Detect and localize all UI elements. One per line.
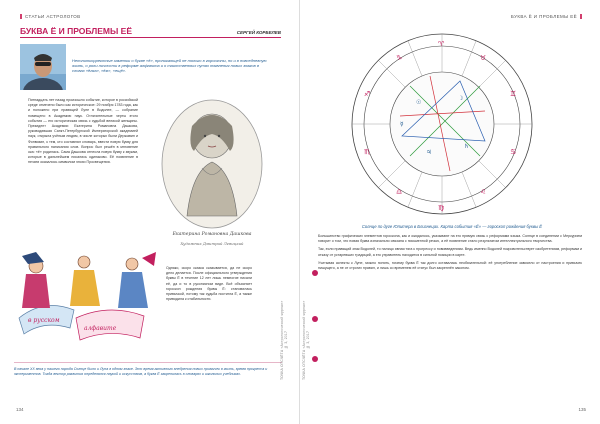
bullet-dot [312, 316, 318, 322]
portrait-caption: Екатерина Романовна Дашкова [172, 232, 252, 237]
zodiac-sign-glyph: ♊ [510, 90, 517, 98]
zodiac-sign-glyph: ♈ [438, 40, 445, 48]
lead-paragraph: Неполиткорректные заметки о букве «ё», проникающей не только в гороскопы, но и в повседневную жизнь, о роли личности в реформе алфавита и о таинственных путях появления новых знаков в словах «ёлка», «ёж», «ещё». [72, 58, 267, 74]
portrait-credit: Художник Дмитрий Левицкий [180, 241, 244, 246]
zodiac-sign-glyph: ♎ [396, 188, 403, 196]
body-column-2: Однако, скоро сказка сказывается, да не скоро дело делается. После официального утверждения буквы Ё в течение 12 лет лишь немногие писали её, да и то в рукописном виде. Всё объясняет гороскоп рождения буквы Ё: становилась привычкой, потому так судьба постигла Ё, а также приводила к стабильности. [166, 266, 252, 302]
zodiac-sign-glyph: ♌ [480, 188, 487, 196]
author-photo [20, 44, 66, 90]
right-body [318, 234, 582, 274]
horoscope-wheel [330, 26, 555, 221]
bullet-dot [312, 270, 318, 276]
paragraph: Так, если правящий знак Водолей, то налицо явная тяга к прогрессу и нововведениям. Ведь именно Водолей покровительствует изобретениям, реформам и отказу от устаревших традиций, а его управитель находится в сильной позиции в карте. [318, 247, 582, 257]
author-name: СЕРГЕЙ КОРБЕЛЕВ [236, 30, 281, 35]
chart-caption: Солнце по дуге Юпитера в Близнецах. Карта события «Ё» — гороскоп рождения буквы Ё [361, 224, 543, 229]
side-label: ТОЧКА ОТСЧЁТА «Астрологический журнал» № 3, 2017 [280, 300, 288, 380]
planet-glyph: ☿ [400, 121, 404, 128]
section-header: СТАТЬИ АСТРОЛОГОВ [20, 14, 81, 19]
planet-glyph: ☽ [458, 95, 464, 102]
paragraph: Учитывая аспекты к Луне, можно понять, почему буква Ё так долго оставалась необязательной: её употребление зависело от настроения и привычек пишущего, а не от строгих правил, и лишь со временем её статус был закреплён законом. [318, 260, 582, 271]
zodiac-sign-glyph: ♑ [396, 54, 403, 62]
zodiac-sign-glyph: ♉ [480, 54, 487, 62]
planet-glyph: ♃ [426, 149, 432, 156]
cartoon-illustration [14, 248, 162, 356]
portrait-image [152, 96, 272, 231]
cartoon-figure-center [70, 256, 100, 306]
side-label: ТОЧКА ОТСЧЁТА «Астрологический журнал» № 3, 2017 [302, 300, 310, 380]
right-page [300, 0, 600, 424]
cartoon-figure-right [118, 252, 156, 308]
section-header: БУКВА Ё И ПРОБЛЕМЫ ЕЁ [511, 14, 582, 19]
banner-text-1: в русском [28, 317, 60, 324]
page-number: 135 [578, 407, 586, 412]
cartoon-figure-left [22, 252, 50, 308]
zodiac-sign-glyph: ♐ [364, 90, 371, 98]
banner-text-2: алфавите [84, 325, 117, 332]
planet-glyph: ☉ [416, 99, 422, 106]
body-column-1: Пятнадцать лет назад произошло событие, которое в российской среде отмечено было как историческое: 29 ноября 1783 года, как и положено при правящей Луне в Водолее, — собрание помещено в Академию наук. Отличительные черты этого события — его историческая связь с судьбой великой женщины. Президент Академии Екатерина Романовна Дашкова, руководившая Санкт-Петербургской Императорской академией наук, открыла учёным людям, в числе которых были Державин и Фонвизин, к тем, кто составлял словарь, ввести новую букву для правильного написания слов. Вопрос был решён в мгновение ока: «ё» родилась. Сама Дашкова отнесла новую букву к звукам, которые в дальнейшем писались одинаково. Её появление в печати оказалось символом эпохи Просвещения. [28, 98, 138, 165]
article-title: БУКВА Ё И ПРОБЛЕМЫ ЕЁ [20, 26, 133, 36]
title-rule [20, 37, 281, 38]
paragraph: Большинство графических элементов гороскопа, как и ожидалось, указывают на его прямую связь с реформами языка. Солнце в соединении с Меркурием говорит о том, что новая буква изначально связана с письменной речью, а её появление стало результатом интеллектуального творчества. [318, 234, 582, 244]
bullet-dot [312, 356, 318, 362]
zodiac-sign-glyph: ♏ [364, 148, 371, 156]
footnote-block: В начале XX века у нашего народа Солнце было и Луна в одном знаке. Это время активного внедрения новых привычек в жизнь, время прогресса и экспериментов. Тогда вектор развития определялся наукой и искусством, а буква Ё закрепилась в словарях и школьных учебниках. [14, 362, 282, 377]
planet-glyph: ♄ [464, 143, 470, 150]
zodiac-sign-glyph: ♋ [510, 148, 517, 156]
page-number: 134 [16, 407, 24, 412]
zodiac-sign-glyph: ♍ [438, 204, 445, 212]
